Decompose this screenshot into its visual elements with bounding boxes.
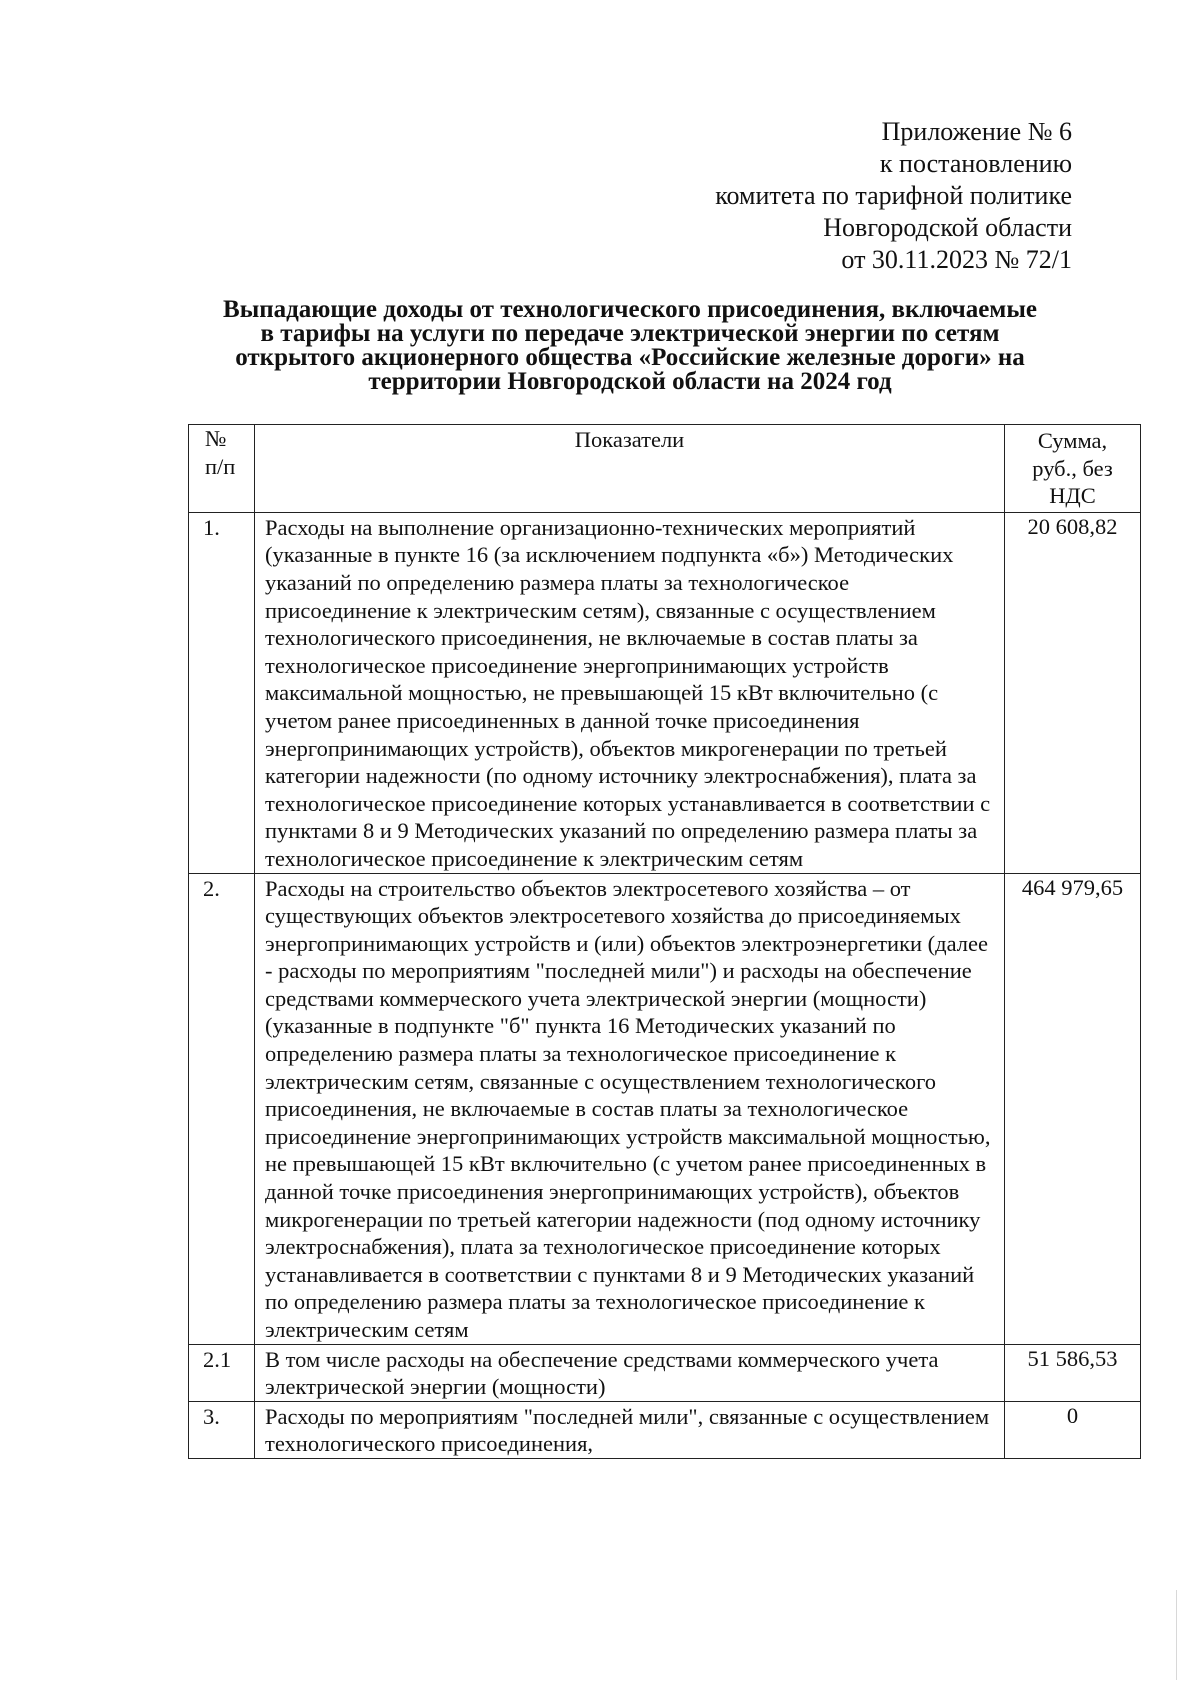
row-description: Расходы на строительство объектов электросетевого хозяйства – от существующих объектов электросетевого хозяйства до присоединяемых энергопринимающих устройств и (или) объектов электроэнергетики (далее - расходы по мероприятиям "последней мили") и расходы на обеспечение средствами коммерческого учета электрической энергии (мощности) (указанные в подпункте "б" пункта 16 Методических указаний по определению размера платы за технологическое присоединение к электрическим сетям, связанные с осуществлением технологического присоединения, не включаемые в состав платы за технологическое присоединение энергопринимающих устройств максимальной мощностью, не превышающей 15 кВт включительно (с учетом ранее присоединенных в данной точке присоединения энергопринимающих устройств), объектов микрогенерации по третьей категории надежности (под одному источнику электроснабжения), плата за технологическое присоединение которых устанавливается в соответствии с пунктами 8 и 9 Методических указаний по определению размера платы за технологическое присоединение к электрическим сетям bbox=[255, 873, 1005, 1344]
appendix-date: от 30.11.2023 № 72/1 bbox=[841, 245, 1072, 274]
row-sum: 0 bbox=[1005, 1401, 1141, 1458]
row-description: Расходы на выполнение организационно-технических мероприятий (указанные в пункте 16 (за исключением подпункта «б») Методических указаний по определению размера платы за технологическое присоединение к электрическим сетям), связанные с осуществлением технологического присоединения, не включаемые в состав платы за технологическое присоединение энергопринимающих устройств максимальной мощностью, не превышающей 15 кВт включительно (с учетом ранее присоединенных в данной точке присоединения энергопринимающих устройств), объектов микрогенерации по третьей категории надежности (по одному источнику электроснабжения), плата за технологическое присоединение которых устанавливается в соответствии с пунктами 8 и 9 Методических указаний по определению размера платы за технологическое присоединение к электрическим сетям bbox=[255, 512, 1005, 873]
revenue-table bbox=[188, 424, 1141, 1459]
row-description: В том числе расходы на обеспечение средствами коммерческого учета электрической энергии (мощности) bbox=[255, 1344, 1005, 1401]
row-sum: 464 979,65 bbox=[1005, 873, 1141, 1344]
title-line: открытого акционерного общества «Российские железные дороги» на bbox=[235, 344, 1025, 371]
row-number: 1. bbox=[189, 512, 255, 873]
document-title bbox=[150, 298, 1110, 394]
appendix-header bbox=[715, 116, 1072, 276]
appendix-authority: комитета по тарифной политике bbox=[715, 181, 1072, 210]
row-number: 3. bbox=[189, 1401, 255, 1458]
table-row bbox=[189, 1344, 1141, 1401]
title-line: в тарифы на услуги по передаче электрической энергии по сетям bbox=[260, 320, 1000, 347]
scan-margin-line bbox=[1176, 1590, 1177, 1680]
appendix-number: Приложение № 6 bbox=[881, 117, 1072, 146]
header-sum-line: Сумма, bbox=[1037, 428, 1108, 453]
row-description: Расходы по мероприятиям "последней мили", связанные с осуществлением технологического присоединения, bbox=[255, 1401, 1005, 1458]
title-line: Выпадающие доходы от технологического присоединения, включаемые bbox=[223, 296, 1037, 323]
row-number: 2.1 bbox=[189, 1344, 255, 1401]
table-row bbox=[189, 873, 1141, 1344]
header-number-abbr: п/п bbox=[205, 453, 236, 479]
appendix-region: Новгородской области bbox=[823, 213, 1072, 242]
table-row bbox=[189, 512, 1141, 873]
appendix-reference: к постановлению bbox=[879, 149, 1072, 178]
row-sum: 51 586,53 bbox=[1005, 1344, 1141, 1401]
table-header-row bbox=[189, 425, 1141, 513]
header-sum bbox=[1005, 425, 1141, 513]
header-number bbox=[189, 425, 255, 513]
header-sum-line: руб., без bbox=[1032, 455, 1113, 481]
table-row bbox=[189, 1401, 1141, 1458]
row-sum: 20 608,82 bbox=[1005, 512, 1141, 873]
header-sum-line: НДС bbox=[1049, 483, 1096, 509]
header-indicators: Показатели bbox=[255, 425, 1005, 513]
header-number-symbol: № bbox=[205, 426, 227, 451]
row-number: 2. bbox=[189, 873, 255, 1344]
title-line: территории Новгородской области на 2024 год bbox=[368, 368, 892, 395]
